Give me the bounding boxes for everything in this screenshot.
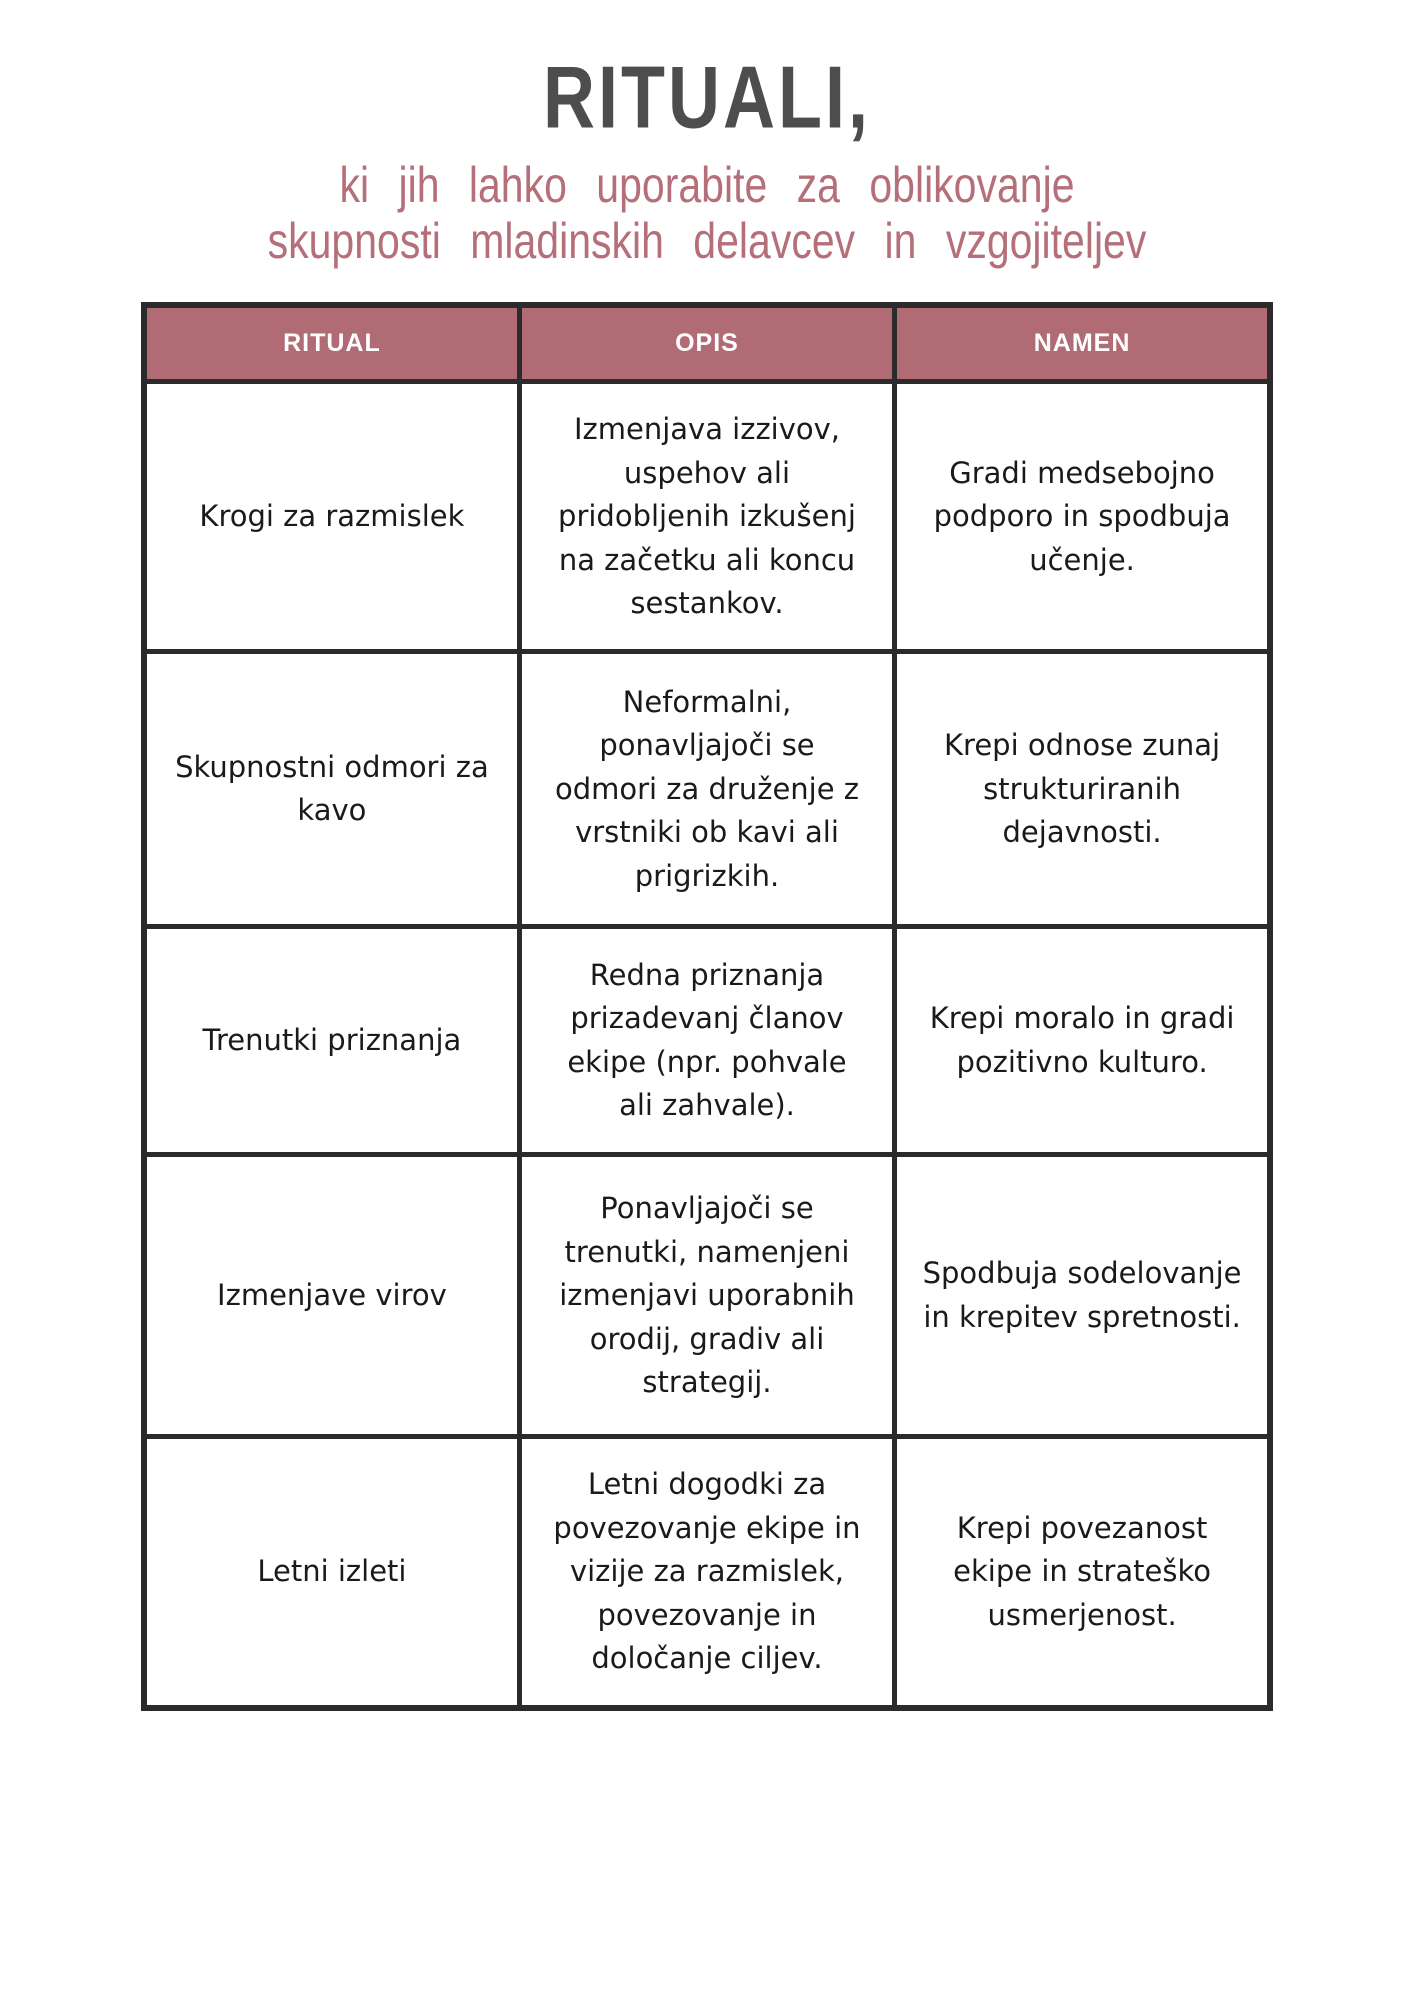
header-cell-opis: OPIS: [519, 305, 894, 382]
cell-ritual: Izmenjave virov: [144, 1155, 519, 1437]
cell-namen: Spodbuja sodelovanje in krepitev spretnosti.: [895, 1155, 1270, 1437]
table-row: [144, 652, 1270, 927]
table-row: [144, 1155, 1270, 1437]
cell-ritual: Trenutki priznanja: [144, 927, 519, 1155]
table-row: [144, 1437, 1270, 1708]
header-cell-ritual: RITUAL: [144, 305, 519, 382]
cell-namen: Gradi medsebojno podporo in spodbuja učenje.: [895, 382, 1270, 652]
cell-ritual: Skupnostni odmori za kavo: [144, 652, 519, 927]
table-body: [144, 382, 1270, 1708]
cell-opis: Izmenjava izzivov, uspehov ali pridobljenih izkušenj na začetku ali koncu sestankov.: [519, 382, 894, 652]
cell-opis: Letni dogodki za povezovanje ekipe in vizije za razmislek, povezovanje in določanje ciljev.: [519, 1437, 894, 1708]
cell-namen: Krepi moralo in gradi pozitivno kulturo.: [895, 927, 1270, 1155]
table-header: [144, 305, 1270, 382]
page-title: RITUALI,: [543, 49, 871, 147]
cell-namen: Krepi odnose zunaj strukturiranih dejavnosti.: [895, 652, 1270, 927]
rituals-table: [141, 302, 1273, 1711]
page-subtitle: [0, 158, 1414, 270]
cell-opis: Redna priznanja prizadevanj članov ekipe (npr. pohvale ali zahvale).: [519, 927, 894, 1155]
header-row: [144, 305, 1270, 382]
table-row: [144, 927, 1270, 1155]
header-cell-namen: NAMEN: [895, 305, 1270, 382]
subtitle-line-2: skupnosti mladinskih delavcev in vzgojiteljev: [267, 212, 1147, 269]
table-row: [144, 382, 1270, 652]
cell-ritual: Letni izleti: [144, 1437, 519, 1708]
cell-namen: Krepi povezanost ekipe in strateško usmerjenost.: [895, 1437, 1270, 1708]
cell-opis: Neformalni, ponavljajoči se odmori za druženje z vrstniki ob kavi ali prigrizkih.: [519, 652, 894, 927]
cell-ritual: Krogi za razmislek: [144, 382, 519, 652]
cell-opis: Ponavljajoči se trenutki, namenjeni izmenjavi uporabnih orodij, gradiv ali strategij.: [519, 1155, 894, 1437]
subtitle-line-1: ki jih lahko uporabite za oblikovanje: [339, 156, 1075, 213]
